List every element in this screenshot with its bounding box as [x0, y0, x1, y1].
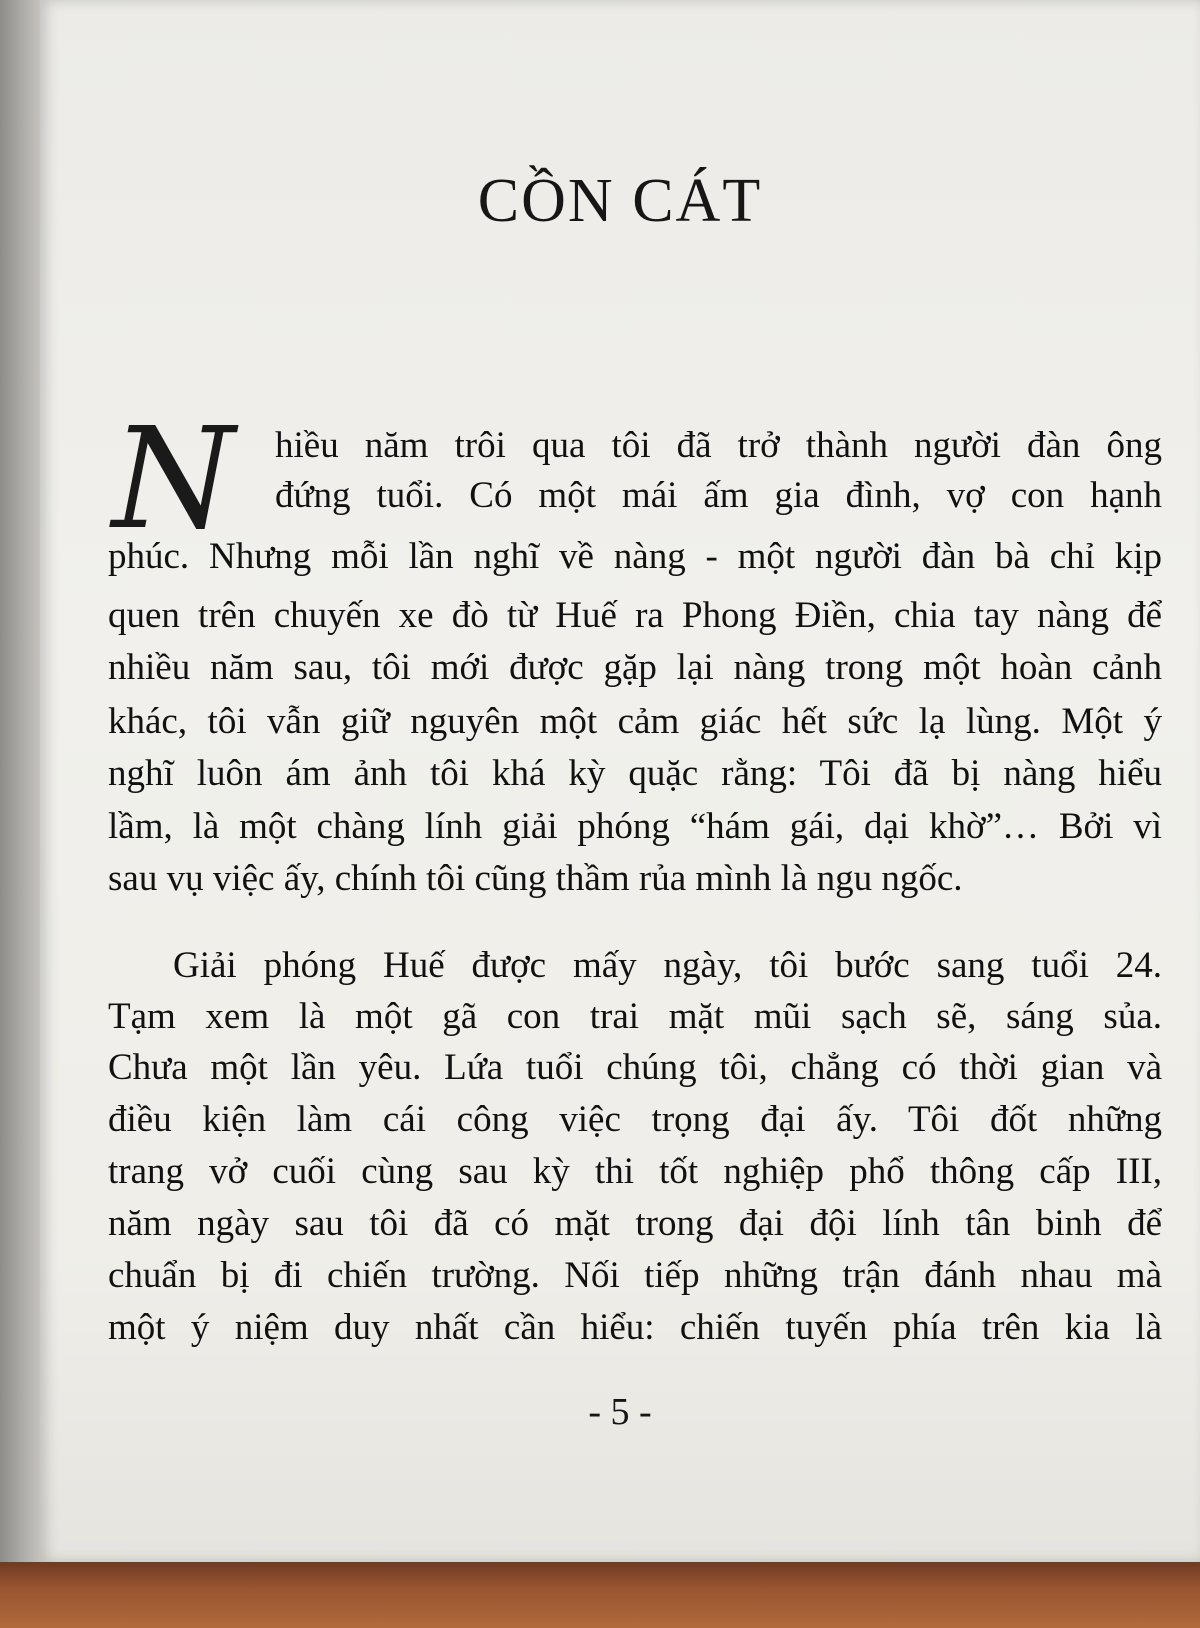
paragraph-1-line-5: nhiều năm sau, tôi mới được gặp lại nàng trong một hoàn cảnh — [108, 647, 1162, 688]
paragraph-1-line-8: lầm, là một chàng lính giải phóng “hám gái, dại khờ”… Bởi vì — [108, 806, 1162, 847]
paragraph-2-line-1: Giải phóng Huế được mấy ngày, tôi bước sang tuổi 24. — [173, 945, 1162, 986]
paragraph-2-line-7: chuẩn bị đi chiến trường. Nối tiếp những trận đánh nhau mà — [108, 1255, 1162, 1296]
chapter-title: CỒN CÁT — [477, 167, 763, 235]
paragraph-1-line-3: phúc. Nhưng mỗi lần nghĩ về nàng - một người đàn bà chỉ kịp — [108, 536, 1162, 577]
page-number: - 5 - — [588, 1391, 652, 1433]
paragraph-2-line-4: điều kiện làm cái công việc trọng đại ấy. Tôi đốt những — [108, 1099, 1162, 1140]
paragraph-2-line-3: Chưa một lần yêu. Lứa tuổi chúng tôi, chẳng có thời gian và — [108, 1047, 1162, 1088]
paragraph-1-line-4: quen trên chuyến xe đò từ Huế ra Phong Điền, chia tay nàng để — [108, 595, 1162, 636]
paragraph-2-line-2: Tạm xem là một gã con trai mặt mũi sạch sẽ, sáng sủa. — [108, 996, 1162, 1037]
paragraph-2-line-5: trang vở cuối cùng sau kỳ thi tốt nghiệp phổ thông cấp III, — [108, 1151, 1162, 1192]
paragraph-2-line-8: một ý niệm duy nhất cần hiểu: chiến tuyến phía trên kia là — [108, 1307, 1162, 1348]
paragraph-1-line-1: hiều năm trôi qua tôi đã trở thành người đàn ông — [275, 425, 1162, 466]
paragraph-1-line-9: sau vụ việc ấy, chính tôi cũng thầm rủa mình là ngu ngốc. — [108, 858, 963, 899]
wooden-table-surface — [0, 1562, 1200, 1628]
paragraph-2-line-6: năm ngày sau tôi đã có mặt trong đại đội lính tân binh để — [108, 1203, 1162, 1244]
paragraph-1-line-2: đứng tuổi. Có một mái ấm gia đình, vợ con hạnh — [275, 475, 1162, 516]
drop-cap-letter: N — [112, 398, 235, 561]
book-page — [40, 0, 1200, 1562]
paragraph-1-line-6: khác, tôi vẫn giữ nguyên một cảm giác hết sức lạ lùng. Một ý — [108, 701, 1162, 742]
paragraph-1-line-7: nghĩ luôn ám ảnh tôi khá kỳ quặc rằng: Tôi đã bị nàng hiểu — [108, 753, 1162, 794]
